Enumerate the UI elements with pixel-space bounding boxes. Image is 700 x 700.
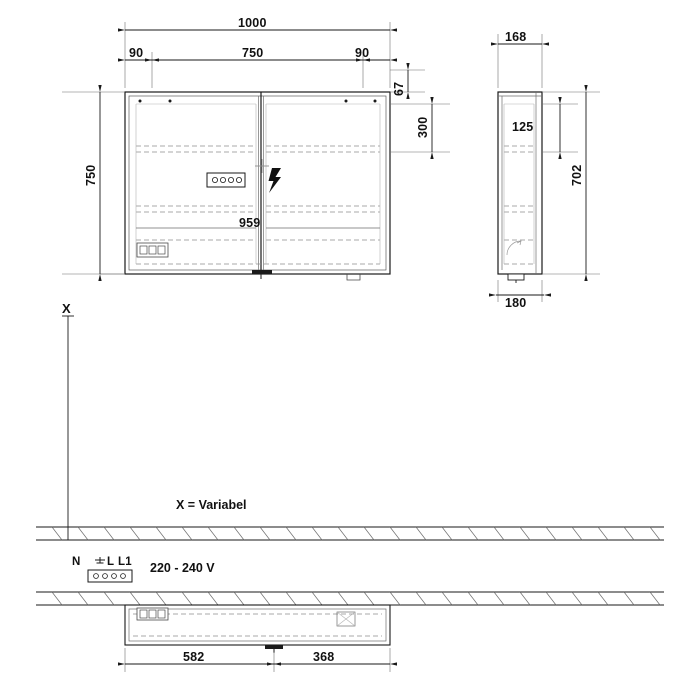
variable-note-label: X = Variabel — [176, 498, 247, 512]
dim-label-90-right: 90 — [355, 46, 370, 60]
dim-label-750-height: 750 — [84, 164, 98, 186]
plan-socket-box — [137, 608, 168, 620]
dim-label-125: 125 — [512, 120, 534, 134]
earth-ground-icon — [95, 557, 105, 563]
terminal-label-l1: L1 — [118, 556, 132, 568]
front-connector-block — [207, 173, 245, 187]
side-bottom-foot — [508, 274, 524, 283]
wall-section-lower — [36, 592, 664, 605]
voltage-label: 220 - 240 V — [150, 561, 215, 575]
dim-label-90-left: 90 — [129, 46, 144, 60]
wall-hatch-upper — [52, 527, 660, 540]
front-bottom-latch — [252, 270, 272, 279]
terminal-label-n: N — [72, 556, 81, 568]
plan-extension-lines — [125, 648, 390, 672]
dim-label-67: 67 — [392, 81, 406, 96]
dim-label-368: 368 — [313, 650, 335, 664]
wall-section-upper — [36, 527, 664, 540]
dim-label-959: 959 — [239, 216, 261, 230]
dim-label-1000: 1000 — [238, 16, 267, 30]
connector-terminal-block — [88, 570, 132, 582]
variable-height-line — [62, 316, 74, 540]
variable-marker-label: X — [62, 301, 71, 316]
plan-bottom-latch — [265, 645, 283, 653]
front-socket-box — [137, 243, 168, 257]
dim-label-702: 702 — [570, 164, 584, 186]
dim-label-300: 300 — [416, 116, 430, 138]
dim-label-750-width: 750 — [242, 46, 264, 60]
dim-label-168: 168 — [505, 30, 527, 44]
dim-label-180: 180 — [505, 296, 527, 310]
wall-hatch-lower — [52, 592, 660, 605]
terminal-label-l: L — [107, 556, 115, 568]
front-bottom-foot — [347, 274, 360, 280]
dim-label-582: 582 — [183, 650, 205, 664]
